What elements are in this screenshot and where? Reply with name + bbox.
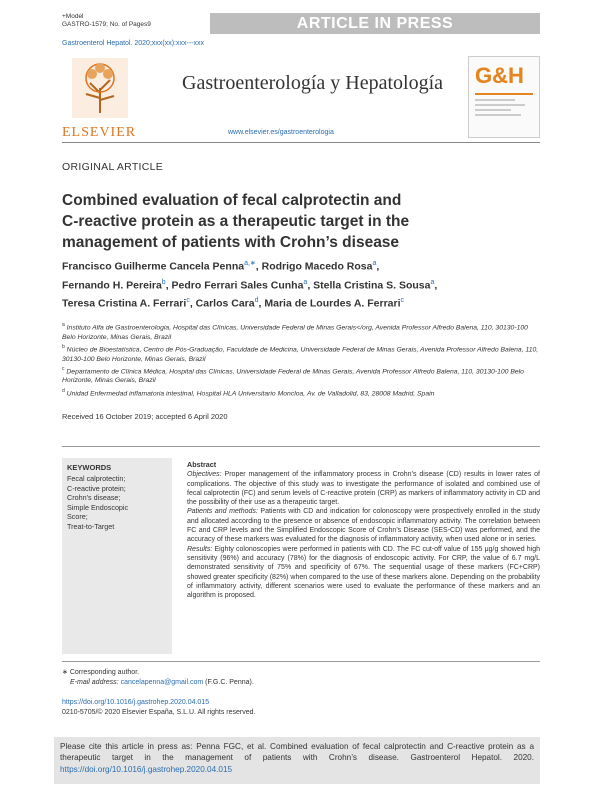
citation-box <box>54 737 540 784</box>
keyword: Score; <box>67 512 88 521</box>
received-dates: Received 16 October 2019; accepted 6 April 2020 <box>62 412 228 421</box>
corresponding-label: Corresponding author. <box>69 669 140 676</box>
author-name: Rodrigo Macedo Rosa <box>261 260 373 273</box>
publisher-logo: ELSEVIER <box>62 125 137 140</box>
title-line: C-reactive protein as a therapeutic target in the <box>62 213 410 230</box>
copyright: 0210-5705/© 2020 Elsevier España, S.L.U. All rights reserved. <box>62 709 256 716</box>
keyword: Fecal calprotectin; <box>67 474 126 483</box>
ref-code: GASTRO-1579; <box>62 21 108 28</box>
author-list: Francisco Guilherme Cancela Penna$^{a,∗}$, Rodrigo Macedo Rosa$^a$, Fernando H. Pereira$^b$, Pedro Ferrari Sales Cunha$^a$, Stella Cristina S. Sousa$^a$, Teresa Cristina A. Ferrari$^c$, Carlos Cara$^d$, Maria de Lourdes A. Ferrari$^c$ <box>62 260 438 310</box>
journal-cover <box>468 56 540 138</box>
ref-pages: No. of Pages9 <box>109 21 151 28</box>
author-name: Carlos Cara <box>195 297 255 310</box>
author-name: Francisco Guilherme Cancela Penna <box>62 260 245 273</box>
keywords-list <box>62 474 172 531</box>
author-affiliation-mark[interactable]: a <box>372 260 377 267</box>
author-affiliation-mark[interactable]: a <box>430 278 435 286</box>
author-name: Teresa Cristina A. Ferrari <box>62 297 187 310</box>
author-affiliation-mark[interactable]: c <box>400 297 405 304</box>
doi-block <box>62 698 256 718</box>
author-affiliation-mark[interactable]: a,∗ <box>244 260 256 267</box>
divider <box>62 661 540 662</box>
author-name: Fernando H. Pereira <box>62 279 162 291</box>
model-label: +Model <box>62 13 84 20</box>
author-affiliation-mark[interactable]: b <box>161 278 166 286</box>
email-suffix: (F.G.C. Penna). <box>205 678 254 686</box>
keyword: Simple Endoscopic <box>67 502 129 512</box>
journal-url-link[interactable]: www.elsevier.es/gastroenterologia <box>228 129 334 136</box>
ref-line <box>62 21 151 29</box>
title-line: Combined evaluation of fecal calprotectin and <box>62 192 402 209</box>
affiliation: $^a$ Instituto Alfa de Gastroenterologia, Hospital das Clínicas, Universidade Federal de Minas Gerais</org, Avenida Professor Alfredo Balena, 110, 30130-100 Belo Horizonte, Minas Gerais, Brazil <box>62 322 528 341</box>
affiliation-list <box>62 321 542 399</box>
abstract <box>187 460 540 600</box>
divider <box>62 446 540 447</box>
asterisk: ∗ <box>62 669 70 676</box>
author-name: Pedro Ferrari Sales Cunha <box>171 279 304 291</box>
author-affiliation-mark[interactable]: a <box>303 278 308 286</box>
email-label: E-mail address: <box>70 678 119 686</box>
section-label: ORIGINAL ARTICLE <box>62 161 164 173</box>
author-name: Stella Cristina S. Sousa <box>313 279 431 291</box>
abstract-results: Results: Eighty colonoscopies were performed in patients with CD. The FC cut-off value of 155 μg/g showed high sensitivity (96%) and accuracy (78%) for the diagnosis of endoscopic activity. For CRP, the value of 6.7 mg/L demonstrated sensitivity of 75% and specificity of 67%. The sequential usage of these markers (FC+CRP) showed greater specificity (82%) when compared to the use of these markers alone. Depending on the probability of inflammatory activity, different scenarios were used to evaluate the performance of these markers and an algorithm is proposed. <box>187 545 540 600</box>
author-affiliation-mark[interactable]: d <box>254 297 259 304</box>
email-link[interactable]: cancelapenna@gmail.com <box>120 678 204 686</box>
doi-link[interactable]: https://doi.org/10.1016/j.gastrohep.2020.04.015 <box>62 699 210 706</box>
keyword: Crohn’s disease; <box>67 493 121 502</box>
keywords-title: KEYWORDS <box>67 463 112 472</box>
abstract-title: Abstract <box>187 460 217 469</box>
article-in-press-banner: ARTICLE IN PRESS <box>210 13 540 34</box>
citation-text: Please cite this article in press as: Penna FGC, et al. Combined evaluation of fecal calprotectin and C-reactive protein as a therapeutic target in the management of patients with Crohn’s disease. Gastroenterol Hepatol. 2020. <box>60 742 534 763</box>
abstract-methods: Patients and methods: Patients with CD and indication for colonoscopy were prospectively enrolled in the study and allocated according to the presence or absence of endoscopic inflammatory activity. The correlation between FC and CRP levels and the Simplified Endoscopic Score of Crohn’s Disease (SES-CD) was performed, and the accuracy of these markers was evaluated for the diagnosis of inflammatory activity, when used alone or in series. <box>187 508 540 544</box>
abstract-objectives: Objectives: Proper management of the inflammatory process in Crohn’s disease (CD) results in lower rates of complications. The objective of this study was to investigate the performance of isolated and combined use of fecal calprotectin (FC) and serum levels of C-reactive protein (CRP) as markers of inflammatory activity in CD and the possibility of their use as a therapeutic target. <box>187 471 540 507</box>
keywords-box <box>62 458 172 654</box>
citation-doi-link[interactable]: https://doi.org/10.1016/j.gastrohep.2020.04.015 <box>60 764 233 774</box>
title-line: management of patients with Crohn’s disease <box>62 234 400 251</box>
journal-reference: Gastroenterol Hepatol. 2020;xxx(xx):xxx---xxx <box>62 40 204 47</box>
affiliation: $^b$ Núcleo de Bioestatística, Centro de Pós-Graduação, Faculdade de Medicina, Universidade Federal de Minas Gerais, Avenida Professor Alfredo Balena, 110, 30130-100 Belo Horizonte, Minas Gerais, Brazil <box>62 343 539 363</box>
journal-name: Gastroenterología y Hepatología <box>182 72 444 94</box>
cover-logo: G&H <box>475 63 539 89</box>
author-affiliation-mark[interactable]: c <box>186 297 190 304</box>
article-title <box>62 190 502 253</box>
corresponding-footnote <box>62 668 362 687</box>
affiliation: $^c$ Departamento de Clínica Médica, Hospital das Clínicas, Universidade Federal de Minas Gerais, Avenida Professor Alfredo Balena, 110, 30130-100 Belo Horizonte, Minas Gerais, Brazil <box>62 365 524 385</box>
elsevier-tree-icon <box>72 58 128 118</box>
affiliation: $^d$ Unidad Enfermedad inflamatoria intestinal, Hospital HLA Universitario Moncloa, Av. de Valladolid, 83, 28008 Madrid, Spain <box>62 387 435 397</box>
keyword: Treat-to-Target <box>67 521 115 531</box>
author-name: Maria de Lourdes A. Ferrari <box>264 297 401 310</box>
keyword: C-reactive protein; <box>67 483 126 493</box>
